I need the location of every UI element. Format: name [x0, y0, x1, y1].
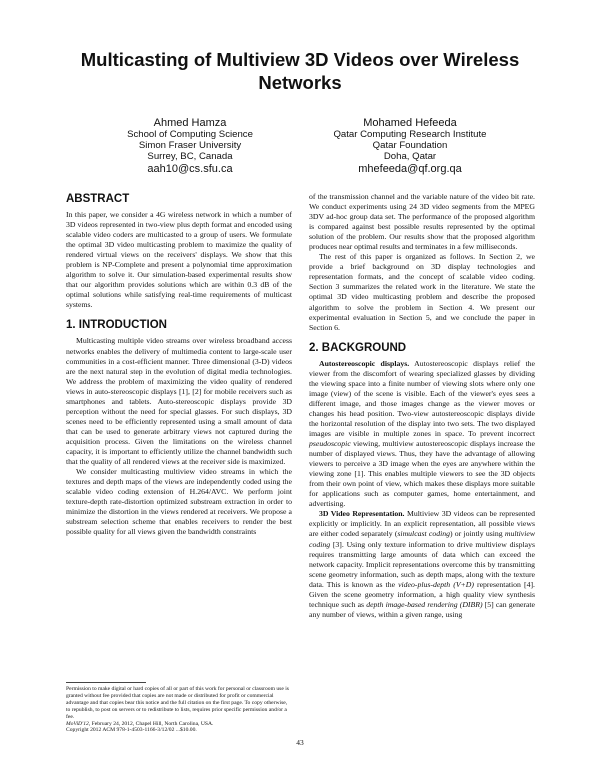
- author-name: Ahmed Hamza: [153, 117, 227, 129]
- text-run: Multiview 3D videos can be represented explicitly or implicitly. In an explicit representation, all possible views are either coded separately (: [309, 509, 535, 539]
- intro-paragraph-4: The rest of this paper is organized as follows. In Section 2, we provide a brief background on 3D display technologies and representation formats, and the concept of scalable video coding. Section 3 summarizes the related work in the literature. We state the optimal 3D video multicasting problem and describe the proposed algorithm to solve the problem in Section 4. We present our experimental evaluation in Section 5, and we conclude the paper in Section 6.: [309, 252, 535, 332]
- author-location: Doha, Qatar: [383, 151, 437, 163]
- emphasis: simulcast coding: [397, 529, 450, 539]
- background-paragraph-2: [309, 509, 535, 620]
- run-in-heading: 3D Video Representation.: [319, 509, 405, 519]
- author-org: Simon Fraser University: [138, 140, 242, 152]
- intro-heading: 1. INTRODUCTION: [66, 319, 167, 332]
- abstract-text: In this paper, we consider a 4G wireless network in which a number of 3D videos represented in two-view plus depth format and encoded using scalable video coders are multicasted to a group of users. We formulate the optimal 3D video multicasting problem to maximize the quality of rendered virtual views on the receivers' displays. We show that this problem is NP-Complete and present a polynomial time approximation algorithm to solve it. Our simulation-based experimental results show that our algorithm provides solutions which are within 0.3 dB of the optimal solutions while satisfying real-time requirements of multicast systems.: [66, 210, 292, 310]
- permission-notice: [66, 686, 292, 734]
- page-number: 43: [296, 738, 304, 747]
- author-org: Qatar Foundation: [372, 140, 448, 152]
- venue-details: , February 24, 2012, Chapel Hill, North Carolina, USA.: [88, 720, 214, 727]
- left-column: [66, 192, 292, 537]
- venue-name: MoViD'12: [66, 720, 89, 727]
- emphasis: depth image-based rendering (DIBR): [366, 599, 483, 609]
- emphasis: video-plus-depth (V+D): [398, 579, 474, 589]
- background-paragraph-1: [309, 359, 535, 510]
- author-name: Mohamed Hefeeda: [363, 117, 457, 129]
- text-run: viewing, multiview autostereoscopic displays increase the number of displayed views. Thus, they have the advantage of allowing viewers to perceive a 3D image when the eyes are anywhere within the viewing zone [1]. This enables multiple viewers to see the 3D objects from their own point of view, which makes these displays more suitable for applications such as computer games, home entertainment, and advertising.: [309, 439, 535, 509]
- author-block-2: [300, 117, 520, 175]
- text-run: representation [4]. Given the scene geometry information, a high quality view synthesis technique such as: [309, 579, 535, 609]
- author-dept: School of Computing Science: [127, 129, 253, 140]
- copyright-line: Copyright 2012 ACM 978-1-4503-1166-3/12/02 ...$10.00.: [66, 727, 197, 734]
- permission-text: Permission to make digital or hard copies of all or part of this work for personal or classroom use is granted without fee provided that copies are not made or distributed for profit or commercial advantage and that copies bear this notice and the full citation on the first page. To copy otherwise, to republish, to post on servers or to redistribute to lists, requires prior specific permission and/or a fee.: [66, 686, 289, 720]
- text-run: ) or jointly using: [449, 529, 505, 539]
- author-dept: Qatar Computing Research Institute: [333, 129, 487, 140]
- text-run: [3]. Using only texture information to drive multiview displays requires transmitting large amounts of data which can exceed the network capacity. Implicit representations overcome this by transmitting scene geometry information, such as depth maps, along with the texture data. This is known as the: [309, 539, 535, 589]
- emphasis: multiview coding: [309, 529, 535, 549]
- author-email: mhefeeda@qf.org.qa: [358, 162, 462, 175]
- author-block-1: [80, 117, 300, 175]
- intro-paragraph-2: We consider multicasting multiview video streams in which the textures and depth maps of the views are independently coded using the scalable video coding extension of H.264/AVC. We perform joint texture-depth rate-distortion optimized substream extraction in order to minimize the distortion in the views rendered at receivers. We propose a substream selection scheme that enables receivers to render the best possible quality for all views given the bandwidth constraints: [66, 467, 292, 537]
- intro-paragraph-3: of the transmission channel and the variable nature of the video bit rate. We conduct experiments using 24 3D video segments from the MPEG 3DV ad-hoc group data set. The performance of the proposed algorithm is compared against best possible results represented by the optimal solution of the problem. Our results show that the proposed algorithm produces near optimal results and terminates in a few milliseconds.: [309, 192, 535, 252]
- author-location: Surrey, BC, Canada: [147, 151, 233, 163]
- abstract-heading: ABSTRACT: [66, 193, 130, 205]
- emphasis: pseudoscopic: [309, 439, 351, 449]
- footnote-rule: [66, 682, 146, 683]
- background-heading: 2. BACKGROUND: [309, 341, 407, 354]
- author-email: aah10@cs.sfu.ca: [147, 162, 233, 175]
- right-column: [309, 192, 535, 620]
- intro-paragraph-1: Multicasting multiple video streams over wireless broadband access networks enables the delivery of multimedia content to large-scale user communities in a cost-efficient manner. Three dimensional (3-D) videos are the next natural step in the evolution of digital media technologies. We address the problem of maximizing the video quality of rendered views in auto-stereoscopic displays [1], [2] for mobile receivers such as smartphones and tablets. Auto-stereoscopic displays provide 3D perception without the need for special glasses. For such displays, 3D scenes need to be efficiently represented using a small amount of data that can be used to generate arbitrary views not captured during the acquisition process. Given the limitations on the wireless channel capacity, it is important to efficiently utilize the channel bandwidth such that the quality of all rendered views at the receiver side is maximized.: [66, 336, 292, 467]
- run-in-heading: Autostereoscopic displays.: [319, 358, 410, 368]
- text-run: [5] can generate any number of views, within a given range, using: [309, 599, 535, 619]
- text-run: Autostereoscopic displays relief the viewer from the discomfort of wearing specialized glasses by dividing the viewing space into a finite number of viewing slots where only one image (view) of the scene is visible. Each of the viewer's eyes sees a different image, and those images change as the viewer moves or changes his head position. Two-view autostereoscopic displays divide the horizontal resolution of the display into two sets. The two displayed images are visible in multiple zones in space. To prevent incorrect: [309, 358, 535, 438]
- paper-title: Multicasting of Multiview 3D Videos over Wireless Networks: [80, 49, 520, 93]
